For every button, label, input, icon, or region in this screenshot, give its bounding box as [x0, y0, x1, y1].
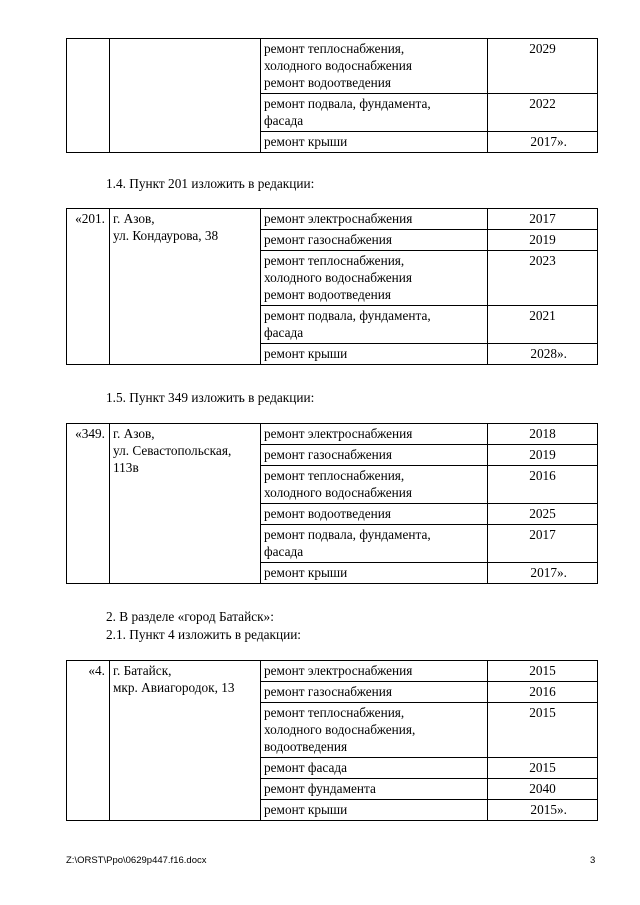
- work-cell: ремонт подвала, фундамента, фасада: [261, 306, 488, 344]
- work-cell: ремонт газоснабжения: [261, 230, 488, 251]
- paragraph-1-5: 1.5. Пункт 349 изложить в редакции:: [106, 390, 315, 405]
- year-cell: 2022: [488, 94, 598, 132]
- paragraph-2-1: 2.1. Пункт 4 изложить в редакции:: [106, 627, 301, 642]
- work-cell: ремонт крыши: [261, 800, 488, 821]
- year-cell: 2023: [488, 251, 598, 306]
- table-row: [67, 209, 598, 230]
- item-address: г. Батайск, мкр. Авиагородок, 13: [110, 661, 261, 821]
- work-cell: ремонт газоснабжения: [261, 445, 488, 466]
- work-cell: ремонт крыши: [261, 132, 488, 153]
- item-number: [67, 39, 110, 153]
- paragraph-1-4: 1.4. Пункт 201 изложить в редакции:: [106, 176, 315, 191]
- table-row: [67, 661, 598, 682]
- work-cell: ремонт крыши: [261, 563, 488, 584]
- year-cell: 2019: [488, 230, 598, 251]
- item-address: [110, 39, 261, 153]
- work-cell: ремонт подвала, фундамента, фасада: [261, 94, 488, 132]
- work-cell: ремонт теплоснабжения, холодного водоснабжения ремонт водоотведения: [261, 251, 488, 306]
- item-address: г. Азов, ул. Севастопольская, 113в: [110, 424, 261, 584]
- year-cell: 2019: [488, 445, 598, 466]
- footer-page-number: 3: [590, 855, 596, 866]
- work-cell: ремонт теплоснабжения, холодного водоснабжения ремонт водоотведения: [261, 39, 488, 94]
- item-number: «201.: [67, 209, 110, 365]
- year-cell: 2021: [488, 306, 598, 344]
- footer-file-path: Z:\ORST\Ppo\0629p447.f16.docx: [66, 855, 207, 866]
- work-cell: ремонт теплоснабжения, холодного водоснабжения, водоотведения: [261, 703, 488, 758]
- year-cell: 2018: [488, 424, 598, 445]
- year-cell: 2017».: [488, 132, 598, 153]
- year-cell: 2029: [488, 39, 598, 94]
- work-cell: ремонт теплоснабжения, холодного водоснабжения: [261, 466, 488, 504]
- year-cell: 2015».: [488, 800, 598, 821]
- year-cell: 2017: [488, 209, 598, 230]
- work-cell: ремонт водоотведения: [261, 504, 488, 525]
- year-cell: 2016: [488, 466, 598, 504]
- table-item-4: [66, 660, 598, 821]
- item-number: «349.: [67, 424, 110, 584]
- year-cell: 2028».: [488, 344, 598, 365]
- work-cell: ремонт газоснабжения: [261, 682, 488, 703]
- item-address: г. Азов, ул. Кондаурова, 38: [110, 209, 261, 365]
- table-row: [67, 424, 598, 445]
- year-cell: 2015: [488, 661, 598, 682]
- paragraph-2: 2. В разделе «город Батайск»:: [106, 609, 274, 624]
- work-cell: ремонт электроснабжения: [261, 424, 488, 445]
- table-continued: [66, 38, 598, 153]
- year-cell: 2040: [488, 779, 598, 800]
- item-number: «4.: [67, 661, 110, 821]
- year-cell: 2017: [488, 525, 598, 563]
- work-cell: ремонт электроснабжения: [261, 209, 488, 230]
- work-cell: ремонт подвала, фундамента, фасада: [261, 525, 488, 563]
- year-cell: 2015: [488, 758, 598, 779]
- table-item-201: [66, 208, 598, 365]
- work-cell: ремонт фундамента: [261, 779, 488, 800]
- table-row: [67, 39, 598, 94]
- work-cell: ремонт электроснабжения: [261, 661, 488, 682]
- year-cell: 2025: [488, 504, 598, 525]
- year-cell: 2016: [488, 682, 598, 703]
- table-item-349: [66, 423, 598, 584]
- work-cell: ремонт крыши: [261, 344, 488, 365]
- work-cell: ремонт фасада: [261, 758, 488, 779]
- year-cell: 2017».: [488, 563, 598, 584]
- year-cell: 2015: [488, 703, 598, 758]
